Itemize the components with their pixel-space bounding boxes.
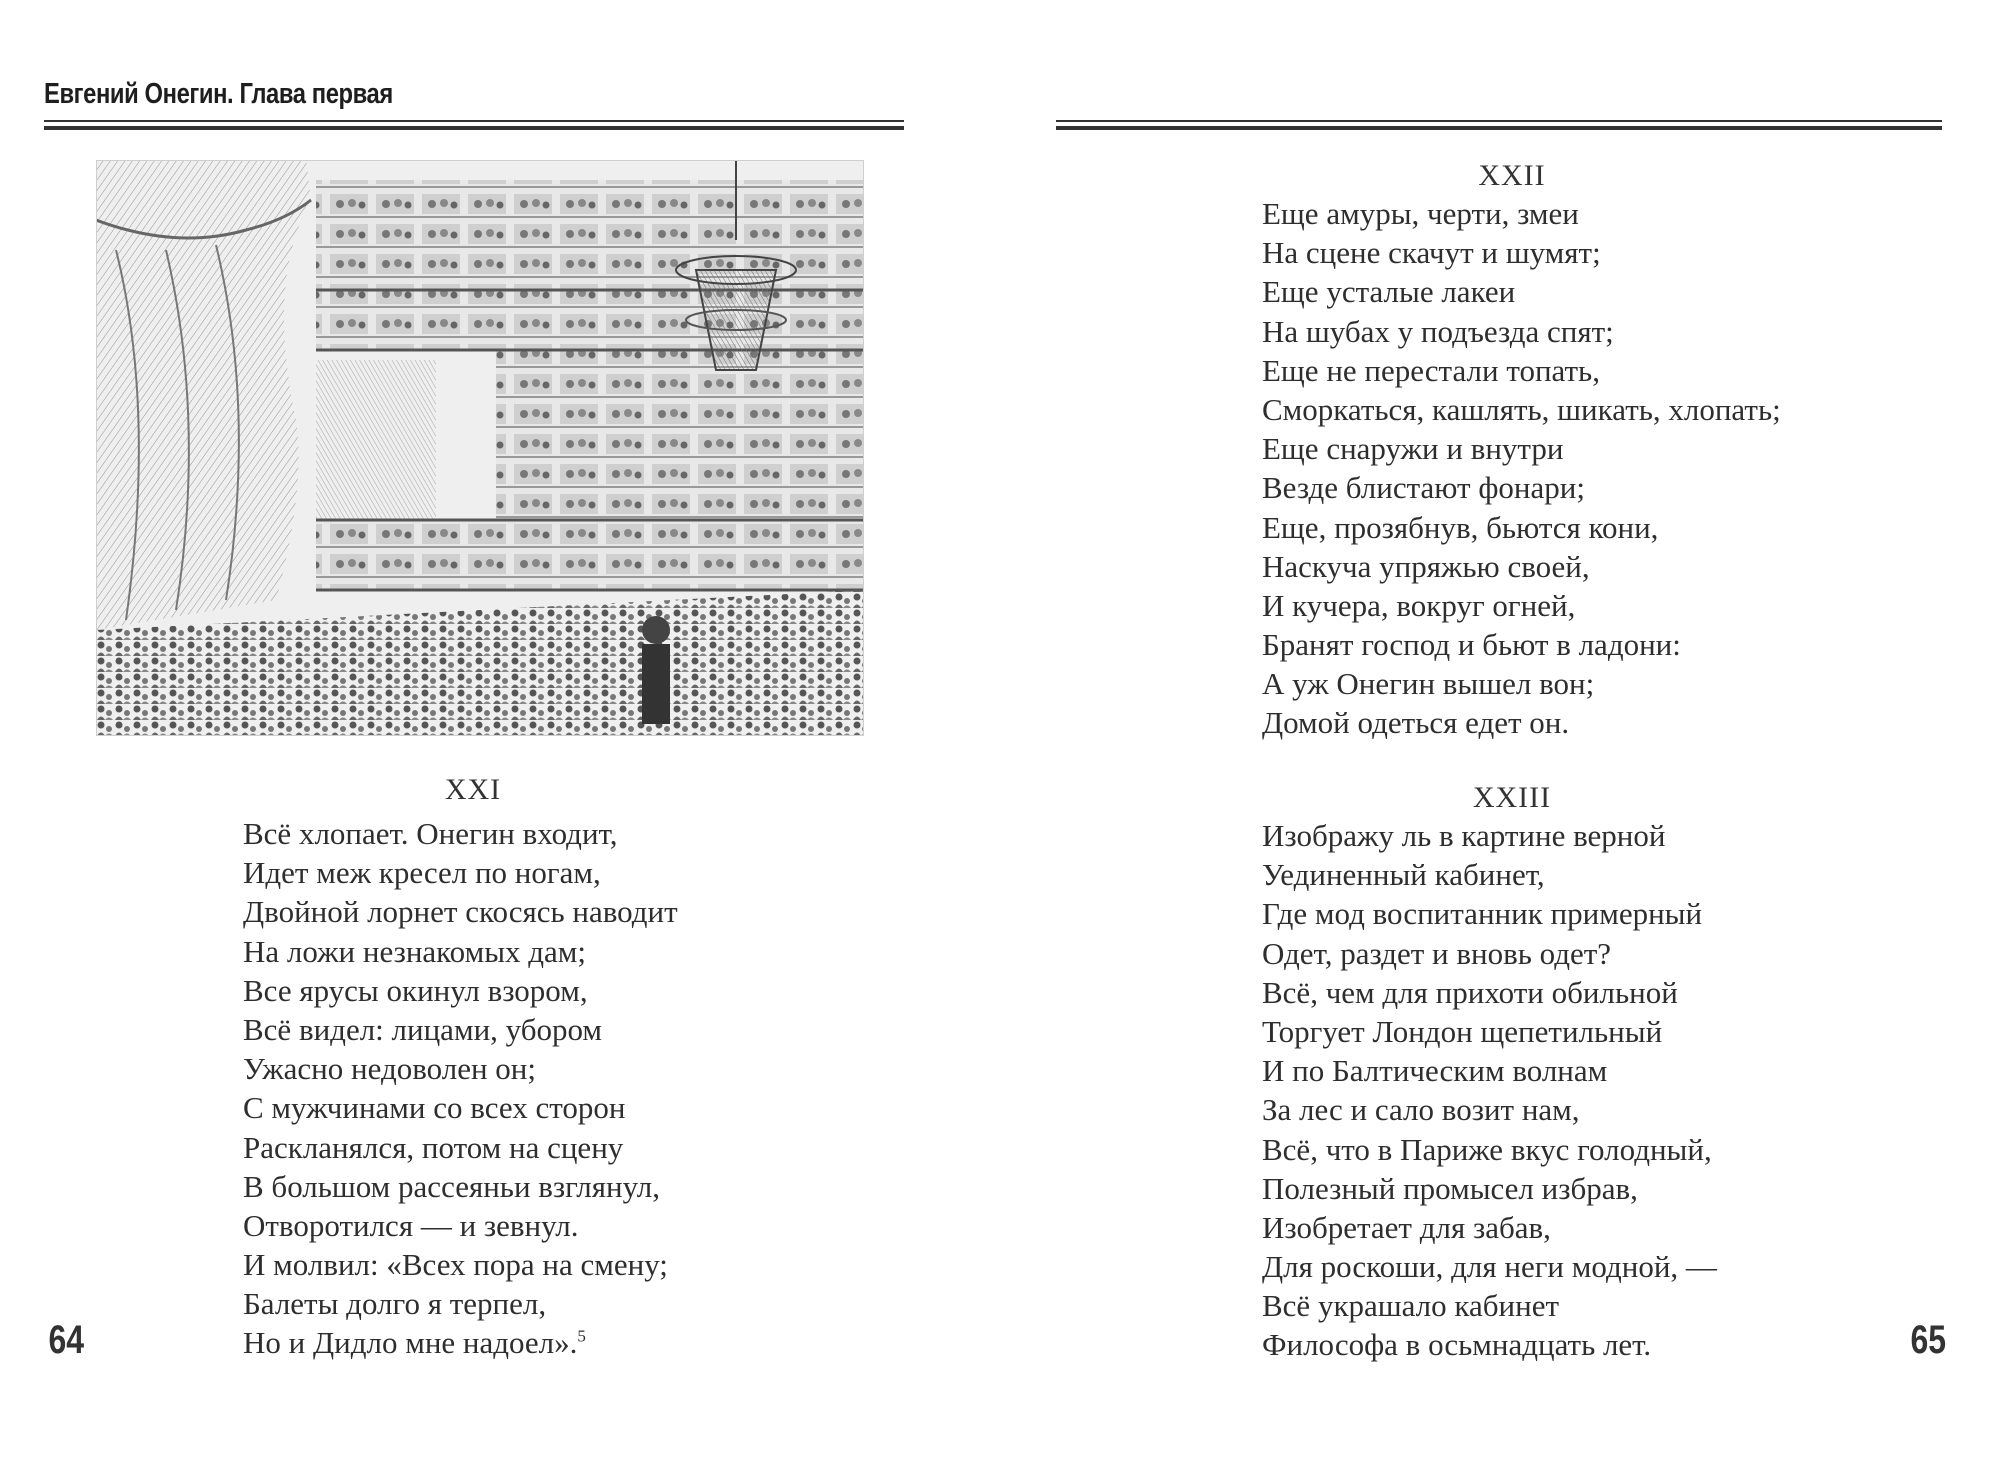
header-rule xyxy=(1056,120,1942,122)
verse-line: Всё украшало кабинет xyxy=(1262,1288,1559,1324)
verse-line: Где мод воспитанник примерный xyxy=(1262,896,1703,932)
running-head: Евгений Онегин. Глава первая xyxy=(44,78,393,110)
verse-line-last xyxy=(243,1323,763,1362)
verse-lines xyxy=(1262,194,1902,743)
verse-line: Двойной лорнет скосясь наводит xyxy=(243,894,678,930)
verse-line: И по Балтическим волнам xyxy=(1262,1053,1608,1089)
verse-line: Торгует Лондон щепетильный xyxy=(1262,1013,1663,1049)
verse-line: Философа в осьмнадцать лет. xyxy=(1262,1327,1652,1363)
verse-line: Всё видел: лицами, убором xyxy=(243,1011,603,1047)
right-page xyxy=(1000,0,2000,1462)
verse-line: Везде блистают фонари; xyxy=(1262,470,1585,506)
verse-line: Одет, раздет и вновь одет? xyxy=(1262,935,1612,971)
verse-line: Наскуча упряжью своей, xyxy=(1262,548,1590,584)
header-rule xyxy=(44,120,904,122)
page-number-right: 65 xyxy=(1910,1318,1947,1362)
verse-line: Всё, чем для прихоти обильной xyxy=(1262,974,1678,1010)
verse-line: И кучера, вокруг огней, xyxy=(1262,587,1576,623)
stanza-xxiii xyxy=(1262,780,1902,1365)
theatre-engraving-icon xyxy=(96,160,864,736)
verse-line: Для роскоши, для неги модной, — xyxy=(1262,1249,1717,1285)
verse-line: Сморкаться, кашлять, шикать, хлопать; xyxy=(1262,391,1781,427)
page-number-left: 64 xyxy=(48,1318,85,1362)
verse-line: Уединенный кабинет, xyxy=(1262,857,1545,893)
verse-line: Еще снаружи и внутри xyxy=(1262,431,1564,467)
verse-line: Изобретает для забав, xyxy=(1262,1209,1551,1245)
verse-line: Отворотился — и зевнул. xyxy=(243,1207,579,1243)
stanza-xxii xyxy=(1262,158,1902,743)
verse-line: Всё хлопает. Онегин входит, xyxy=(243,816,618,851)
verse-line: Раскланялся, потом на сцену xyxy=(243,1129,624,1165)
verse-line: На шубах у подъезда спят; xyxy=(1262,313,1614,349)
stanza-number: XXI xyxy=(444,773,502,806)
verse-line: Бранят господ и бьют в ладони: xyxy=(1262,627,1681,663)
verse-line: Идет меж кресел по ногам, xyxy=(243,855,601,891)
verse-line: В большом рассеяньи взглянул, xyxy=(243,1168,660,1204)
verse-line: Еще, прозябнув, бьются кони, xyxy=(1262,509,1659,545)
verse-line: Еще усталые лакеи xyxy=(1262,274,1516,310)
verse-line: А уж Онегин вышел вон; xyxy=(1262,666,1595,702)
verse-line: Еще не перестали топать, xyxy=(1262,352,1600,388)
verse-line-text: Но и Дидло мне надоел». xyxy=(243,1325,578,1361)
verse-lines xyxy=(1262,816,1902,1365)
verse-line: Домой одеться едет он. xyxy=(1262,705,1570,741)
verse-line: Балеты долго я терпел, xyxy=(243,1286,547,1322)
verse-line: Еще амуры, черти, змеи xyxy=(1262,196,1579,231)
verse-line: Всё, что в Париже вкус голодный, xyxy=(1262,1131,1712,1167)
theatre-illustration xyxy=(96,160,864,736)
verse-line: Все ярусы окинул взором, xyxy=(243,972,588,1008)
verse-line: Ужасно недоволен он; xyxy=(243,1051,537,1087)
verse-line: Полезный промысел избрав, xyxy=(1262,1170,1638,1206)
verse-line: На сцене скачут и шумят; xyxy=(1262,235,1601,271)
stanza-number: XXII xyxy=(1478,159,1546,192)
verse-lines xyxy=(243,814,763,1363)
footnote-reference[interactable]: 5 xyxy=(577,1327,586,1347)
verse-line: За лес и сало возит нам, xyxy=(1262,1092,1580,1128)
verse-line: С мужчинами со всех сторон xyxy=(243,1090,626,1126)
verse-line: И молвил: «Всех пора на смену; xyxy=(243,1247,668,1283)
stanza-number: XXIII xyxy=(1472,781,1552,814)
verse-line: На ложи незнакомых дам; xyxy=(243,933,587,969)
stanza-xxi xyxy=(243,772,763,1363)
verse-line: Изображу ль в картине верной xyxy=(1262,818,1666,853)
